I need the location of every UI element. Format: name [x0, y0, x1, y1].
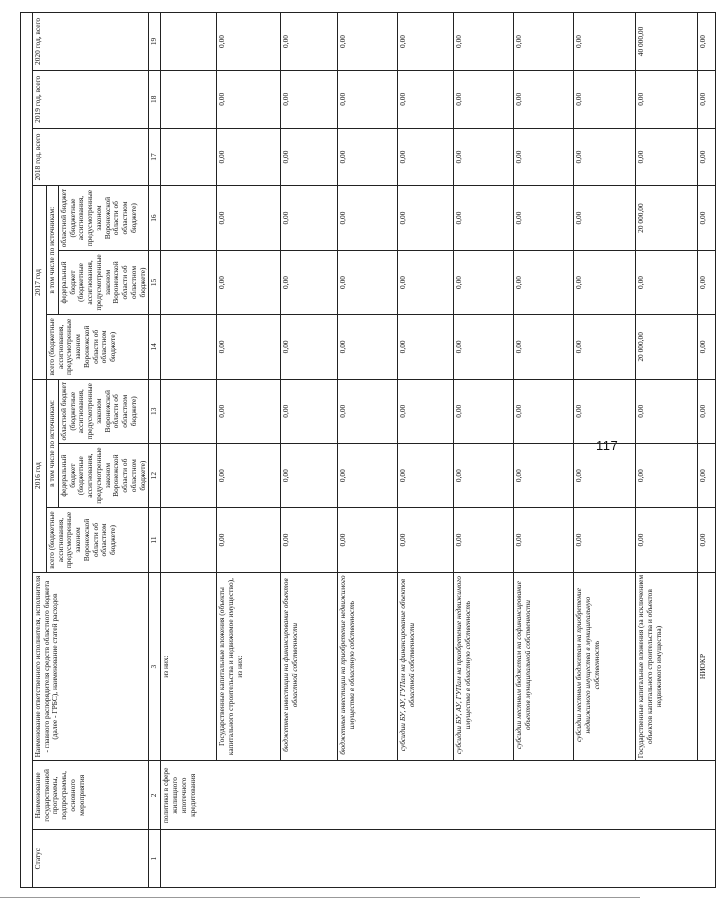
value-cell: 0,00	[574, 508, 636, 572]
header-regional-2016: областной бюджет (бюджетные ассигнования, предусмотренные законом Воронежской области об областном бюджете)	[59, 379, 149, 443]
value-cell: 0,00	[454, 13, 514, 71]
value-cell: 0,00	[698, 250, 716, 314]
value-cell: 0,00	[698, 128, 716, 186]
value-cell: 0,00	[454, 186, 514, 250]
value-cell: 0,00	[514, 186, 574, 250]
header-program-name: Наименование государственной программы, подпрограммы, основного мероприятия	[33, 761, 149, 830]
value-cell: 0,00	[338, 128, 398, 186]
value-cell: 0,00	[454, 443, 514, 507]
expense-item-name: субсидии БУ, АУ, ГУПам на приобретение недвижимого имущества в областную собственность	[454, 572, 514, 761]
table-row	[514, 13, 574, 888]
status-cell	[161, 830, 716, 888]
value-cell: 0,00	[398, 379, 454, 443]
value-cell: 0,00	[281, 508, 338, 572]
header-2020-total: 2020 год, всего	[33, 13, 149, 71]
value-cell: 0,00	[217, 379, 281, 443]
column-number-row	[149, 13, 161, 888]
column-number-cell: 15	[149, 250, 161, 314]
value-cell: 0,00	[514, 443, 574, 507]
value-cell: 0,00	[574, 186, 636, 250]
value-cell: 0,00	[636, 508, 698, 572]
value-cell	[161, 128, 217, 186]
value-cell: 0,00	[338, 379, 398, 443]
value-cell	[161, 379, 217, 443]
column-number-cell: 12	[149, 443, 161, 507]
value-cell: 0,00	[338, 13, 398, 71]
value-cell: 0,00	[338, 443, 398, 507]
value-cell: 0,00	[636, 250, 698, 314]
value-cell: 0,00	[217, 250, 281, 314]
table-row	[574, 13, 636, 888]
value-cell	[161, 508, 217, 572]
table-row	[398, 13, 454, 888]
value-cell: 0,00	[574, 443, 636, 507]
expense-item-name: НИОКР	[698, 572, 716, 761]
value-cell: 0,00	[217, 508, 281, 572]
header-federal-2017: федеральный бюджет (бюджетные ассигнования, предусмотренные законом Воронежской области об областном бюджете)	[59, 250, 149, 314]
table-row	[217, 13, 281, 888]
value-cell: 0,00	[398, 250, 454, 314]
table-row	[636, 13, 698, 888]
value-cell: 0,00	[281, 315, 338, 379]
column-number-cell: 2	[149, 761, 161, 830]
top-empty-row	[21, 13, 33, 888]
value-cell: 0,00	[454, 128, 514, 186]
value-cell: 0,00	[398, 13, 454, 71]
header-status: Статус	[33, 830, 149, 888]
column-number-cell: 14	[149, 315, 161, 379]
value-cell: 0,00	[636, 70, 698, 128]
value-cell: 0,00	[217, 186, 281, 250]
value-cell: 0,00	[398, 186, 454, 250]
budget-table	[20, 12, 716, 888]
value-cell: 0,00	[281, 13, 338, 71]
expense-item-name: субсидии местным бюджетам на софинансирование объектов муниципальной собственности	[514, 572, 574, 761]
header-total-2017: всего (бюджетные ассигнования, предусмотренные законом Воронежской области об областном бюджете)	[47, 315, 149, 379]
value-cell	[161, 70, 217, 128]
expense-item-name: бюджетные инвестиции на приобретение недвижимого имущества в областную собственность	[338, 572, 398, 761]
column-number-cell: 3	[149, 572, 161, 761]
header-executor: Наименование ответственного исполнителя, исполнителя - главного распорядителя средств областного бюджета (далее - ГРБС), наименование статей расходов	[33, 572, 149, 761]
value-cell: 0,00	[217, 315, 281, 379]
bottom-rule	[0, 897, 640, 898]
value-cell: 0,00	[398, 315, 454, 379]
value-cell: 0,00	[454, 315, 514, 379]
value-cell	[161, 443, 217, 507]
value-cell: 0,00	[281, 70, 338, 128]
value-cell: 0,00	[698, 186, 716, 250]
value-cell: 0,00	[398, 128, 454, 186]
value-cell: 0,00	[398, 443, 454, 507]
value-cell: 20 000,00	[636, 186, 698, 250]
value-cell: 0,00	[698, 315, 716, 379]
column-number-cell: 18	[149, 70, 161, 128]
value-cell	[161, 315, 217, 379]
value-cell: 0,00	[514, 70, 574, 128]
value-cell: 0,00	[281, 379, 338, 443]
header-sources-2016: в том числе по источникам:	[47, 379, 59, 508]
program-name-cell: политики в сфере жилищного ипотечного кредитования	[161, 761, 716, 830]
value-cell	[161, 13, 217, 71]
column-number-cell: 11	[149, 508, 161, 572]
column-number-cell: 13	[149, 379, 161, 443]
header-federal-2016: федеральный бюджет (бюджетные ассигнования, предусмотренные законом Воронежской области об областном бюджете)	[59, 443, 149, 507]
table-row	[161, 13, 217, 888]
column-number-cell: 17	[149, 128, 161, 186]
value-cell: 0,00	[636, 379, 698, 443]
value-cell: 0,00	[217, 70, 281, 128]
value-cell: 0,00	[281, 443, 338, 507]
column-number-cell: 19	[149, 13, 161, 71]
table-row	[338, 13, 398, 888]
value-cell: 0,00	[514, 250, 574, 314]
header-year-2016: 2016 год	[33, 379, 47, 572]
value-cell: 0,00	[338, 250, 398, 314]
value-cell	[161, 250, 217, 314]
header-year-2017: 2017 год	[33, 186, 47, 379]
expense-item-name: Государственные капитальные вложения (за исключением объектов капитального строительства и объектов недвижимого имущества)	[636, 572, 698, 761]
value-cell: 0,00	[514, 379, 574, 443]
value-cell: 0,00	[698, 13, 716, 71]
value-cell: 0,00	[338, 315, 398, 379]
value-cell: 0,00	[636, 443, 698, 507]
table-row	[454, 13, 514, 888]
value-cell: 0,00	[454, 70, 514, 128]
value-cell: 0,00	[574, 250, 636, 314]
value-cell: 0,00	[454, 250, 514, 314]
value-cell: 0,00	[338, 508, 398, 572]
header-regional-2017: областной бюджет (бюджетные ассигнования, предусмотренные законом Воронежской области об областном бюджете)	[59, 186, 149, 250]
expense-item-name: субсидии местным бюджетам на приобретение недвижимого имущества в муниципальную собственность	[574, 572, 636, 761]
value-cell: 0,00	[281, 128, 338, 186]
column-number-cell: 16	[149, 186, 161, 250]
header-row-years	[33, 13, 47, 888]
value-cell: 0,00	[574, 379, 636, 443]
value-cell: 0,00	[338, 186, 398, 250]
value-cell: 0,00	[698, 443, 716, 507]
value-cell: 0,00	[398, 508, 454, 572]
value-cell: 0,00	[281, 250, 338, 314]
expense-item-name: из них:	[161, 572, 217, 761]
value-cell: 40 000,00	[636, 13, 698, 71]
value-cell: 0,00	[574, 128, 636, 186]
value-cell: 0,00	[698, 508, 716, 572]
value-cell: 0,00	[514, 13, 574, 71]
value-cell: 0,00	[636, 128, 698, 186]
column-number-cell: 1	[149, 830, 161, 888]
table-row	[698, 13, 716, 888]
value-cell: 0,00	[574, 315, 636, 379]
header-2019-total: 2019 год, всего	[33, 70, 149, 128]
value-cell: 0,00	[217, 128, 281, 186]
page-number: 117	[596, 438, 619, 453]
value-cell: 0,00	[454, 508, 514, 572]
table-row	[281, 13, 338, 888]
header-sources-2017: в том числе по источникам:	[47, 186, 59, 315]
value-cell: 0,00	[217, 443, 281, 507]
value-cell: 20 000,00	[636, 315, 698, 379]
value-cell: 0,00	[698, 379, 716, 443]
value-cell: 0,00	[574, 13, 636, 71]
value-cell: 0,00	[698, 70, 716, 128]
value-cell	[161, 186, 217, 250]
value-cell: 0,00	[398, 70, 454, 128]
expense-item-name: субсидии БУ, АУ, ГУПам на финансирование объектов областной собственности	[398, 572, 454, 761]
value-cell: 0,00	[338, 70, 398, 128]
value-cell: 0,00	[217, 13, 281, 71]
value-cell: 0,00	[514, 128, 574, 186]
expense-item-name: бюджетные инвестиции на финансирование объектов областной собственности	[281, 572, 338, 761]
top-empty-cell	[21, 13, 33, 888]
expense-item-name: Государственные капитальные вложения (объекты капитального строительства и недвижимое имущество), из них:	[217, 572, 281, 761]
header-total-2016: всего (бюджетные ассигнования, предусмотренные законом Воронежской области об областном бюджете)	[47, 508, 149, 572]
value-cell: 0,00	[281, 186, 338, 250]
value-cell: 0,00	[454, 379, 514, 443]
value-cell: 0,00	[514, 508, 574, 572]
value-cell: 0,00	[574, 70, 636, 128]
value-cell: 0,00	[514, 315, 574, 379]
header-2018-total: 2018 год, всего	[33, 128, 149, 186]
